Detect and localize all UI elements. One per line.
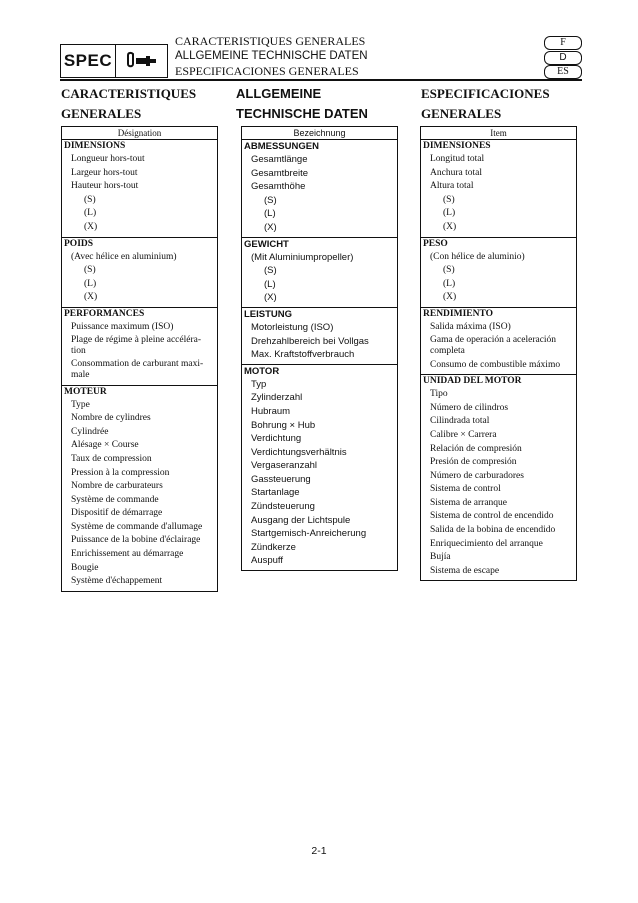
section-leistung-de — [241, 308, 398, 365]
section-title: POIDS — [64, 238, 94, 249]
section-title: GEWICHT — [244, 238, 289, 250]
list-item: Vergaseranzahl — [251, 460, 318, 472]
wrench-gauge-icon — [116, 45, 167, 77]
header-titles — [175, 34, 368, 79]
list-item: Auspuff — [251, 555, 284, 567]
list-item: Altura total — [430, 181, 474, 192]
list-item: (S) — [443, 265, 455, 276]
list-item: Puissance maximum (ISO) — [71, 321, 174, 332]
list-item: Consommation de carburant maxi-male — [71, 358, 204, 380]
section-dimensiones-es — [420, 140, 577, 238]
list-item: Sistema de arranque — [430, 497, 508, 508]
list-item: Verdichtung — [251, 433, 302, 445]
list-item: Startanlage — [251, 487, 300, 499]
section-title: PERFORMANCES — [64, 308, 145, 319]
section-title: RENDIMIENTO — [423, 308, 494, 319]
column-heading-fr-line1: CARACTERISTIQUES — [61, 86, 197, 101]
section-dimensions-fr — [61, 140, 218, 238]
section-moteur-fr — [61, 386, 218, 592]
list-item: (Mit Aluminiumpropeller) — [251, 251, 354, 263]
column-heading-es — [421, 84, 550, 124]
list-item: (X) — [443, 221, 457, 232]
list-item: (Con hélice de aluminio) — [430, 251, 525, 262]
list-item: Système de commande — [71, 494, 159, 505]
list-item: Hauteur hors-tout — [71, 181, 139, 192]
table-subheader-fr: Désignation — [61, 126, 218, 140]
list-item: Gesamtlänge — [251, 154, 308, 165]
list-item: (S) — [264, 265, 277, 277]
table-subheader-es: Item — [420, 126, 577, 140]
list-item: Taux de compression — [71, 453, 152, 464]
list-item: (S) — [84, 265, 96, 276]
header-title-de: ALLGEMEINE TECHNISCHE DATEN — [175, 50, 368, 62]
list-item: Largeur hors-tout — [71, 167, 138, 178]
section-title: MOTOR — [244, 365, 280, 377]
section-peso-es — [420, 238, 577, 308]
section-performances-fr — [61, 308, 218, 386]
list-item: (S) — [443, 194, 455, 205]
list-item: Zündkerze — [251, 541, 296, 553]
column-heading-fr — [61, 84, 196, 124]
list-item: Calibre × Carrera — [430, 429, 497, 440]
list-item: Sistema de control — [430, 484, 501, 495]
list-item: Nombre de carburateurs — [71, 481, 163, 492]
section-title: MOTEUR — [64, 386, 107, 397]
section-rendimiento-es — [420, 308, 577, 375]
list-item: (S) — [264, 194, 277, 206]
list-item: Longitud total — [430, 154, 485, 164]
list-item: Longueur hors-tout — [71, 154, 145, 164]
list-item: Bujía — [430, 552, 451, 563]
list-item: Alésage × Course — [71, 440, 139, 451]
list-item: Gama de operación a aceleración completa — [430, 334, 557, 356]
list-item: Typ — [251, 378, 267, 390]
list-item: Enrichissement au démarrage — [71, 549, 184, 560]
page-number: 2-1 — [311, 845, 327, 857]
language-tab-es: ES — [544, 65, 582, 79]
column-heading-de — [236, 84, 368, 124]
list-item: Sistema de escape — [430, 565, 500, 576]
list-item: Zylinderzahl — [251, 392, 303, 404]
section-title: DIMENSIONES — [423, 141, 491, 151]
list-item: Max. Kraftstoffverbrauch — [251, 349, 355, 361]
list-item: (X) — [264, 292, 277, 304]
list-item: Nombre de cylindres — [71, 413, 151, 424]
list-item: Drehzahlbereich bei Vollgas — [251, 335, 369, 347]
list-item: Salida de la bobina de encendido — [430, 525, 556, 536]
language-tab-fr: F — [544, 36, 582, 50]
section-unidad-motor-es — [420, 375, 577, 581]
spec-table-de — [241, 126, 398, 571]
list-item: Cylindrée — [71, 426, 109, 437]
list-item: Gesamthöhe — [251, 181, 306, 193]
list-item: Salida máxima (ISO) — [430, 321, 511, 332]
section-title: LEISTUNG — [244, 308, 293, 320]
list-item: (L) — [84, 278, 97, 289]
list-item: Système d'échappement — [71, 576, 163, 587]
list-item: Startgemisch-Anreicherung — [251, 528, 367, 540]
spec-table-es — [420, 126, 577, 581]
list-item: (S) — [84, 194, 96, 205]
list-item: Número de carburadores — [430, 470, 524, 481]
header-title-fr: CARACTERISTIQUES GENERALES — [175, 34, 366, 48]
list-item: (X) — [84, 292, 98, 303]
section-motor-de — [241, 365, 398, 571]
section-title: ABMESSUNGEN — [244, 141, 319, 152]
list-item: Motorleistung (ISO) — [251, 321, 334, 333]
list-item: Zündsteuerung — [251, 501, 315, 513]
spec-label: SPEC — [61, 45, 116, 77]
list-item: Anchura total — [430, 167, 482, 178]
column-heading-es-line1: ESPECIFICACIONES — [421, 86, 550, 101]
section-title: UNIDAD DEL MOTOR — [423, 376, 522, 387]
list-item: (X) — [84, 221, 98, 232]
list-item: Bougie — [71, 562, 99, 573]
list-item: (X) — [443, 292, 457, 303]
header-rule — [60, 79, 582, 81]
list-item: Gassteuerung — [251, 473, 311, 485]
list-item: Cilindrada total — [430, 416, 490, 427]
column-heading-es-line2: GENERALES — [421, 106, 502, 121]
list-item: Type — [71, 399, 90, 410]
section-gewicht-de — [241, 238, 398, 308]
column-heading-de-line1: ALLGEMEINE — [236, 86, 322, 101]
list-item: Tipo — [430, 389, 448, 400]
column-heading-de-line2: TECHNISCHE DATEN — [236, 106, 368, 121]
list-item: Número de cilindros — [430, 402, 509, 413]
list-item: Verdichtungsverhältnis — [251, 446, 347, 458]
list-item: Système de commande d'allumage — [71, 521, 203, 532]
list-item: Ausgang der Lichtspule — [251, 514, 351, 526]
list-item: Hubraum — [251, 405, 291, 417]
list-item: (L) — [443, 278, 456, 289]
list-item: Puissance de la bobine d'éclairage — [71, 535, 201, 546]
list-item: Relación de compresión — [430, 443, 522, 454]
table-subheader-de: Bezeichnung — [241, 126, 398, 140]
spec-table-fr — [61, 126, 218, 592]
list-item: Enriquecimiento del arranque — [430, 538, 543, 549]
list-item: (L) — [443, 208, 456, 219]
list-item: (X) — [264, 221, 277, 233]
section-title: DIMENSIONS — [64, 141, 126, 151]
section-title: PESO — [423, 238, 448, 249]
list-item: Sistema de control de encendido — [430, 511, 554, 522]
section-abmessungen-de — [241, 140, 398, 238]
list-item: (Avec hélice en aluminium) — [71, 251, 177, 262]
list-item: Consumo de combustible máximo — [430, 359, 561, 370]
list-item: Dispositif de démarrage — [71, 508, 163, 519]
list-item: (L) — [84, 208, 97, 219]
list-item: Gesamtbreite — [251, 167, 309, 179]
list-item: Plage de régime à pleine accéléra-tion — [71, 334, 202, 356]
language-tab-de: D — [544, 51, 582, 65]
list-item: Pression à la compression — [71, 467, 170, 478]
column-heading-fr-line2: GENERALES — [61, 106, 142, 121]
header-title-es: ESPECIFICACIONES GENERALES — [175, 64, 359, 78]
list-item: Presión de compresión — [430, 457, 517, 468]
list-item: (L) — [264, 208, 276, 220]
list-item: Bohrung × Hub — [251, 419, 316, 431]
section-poids-fr — [61, 238, 218, 308]
spec-badge — [60, 44, 168, 78]
list-item: (L) — [264, 278, 276, 290]
language-tabs — [544, 36, 582, 80]
